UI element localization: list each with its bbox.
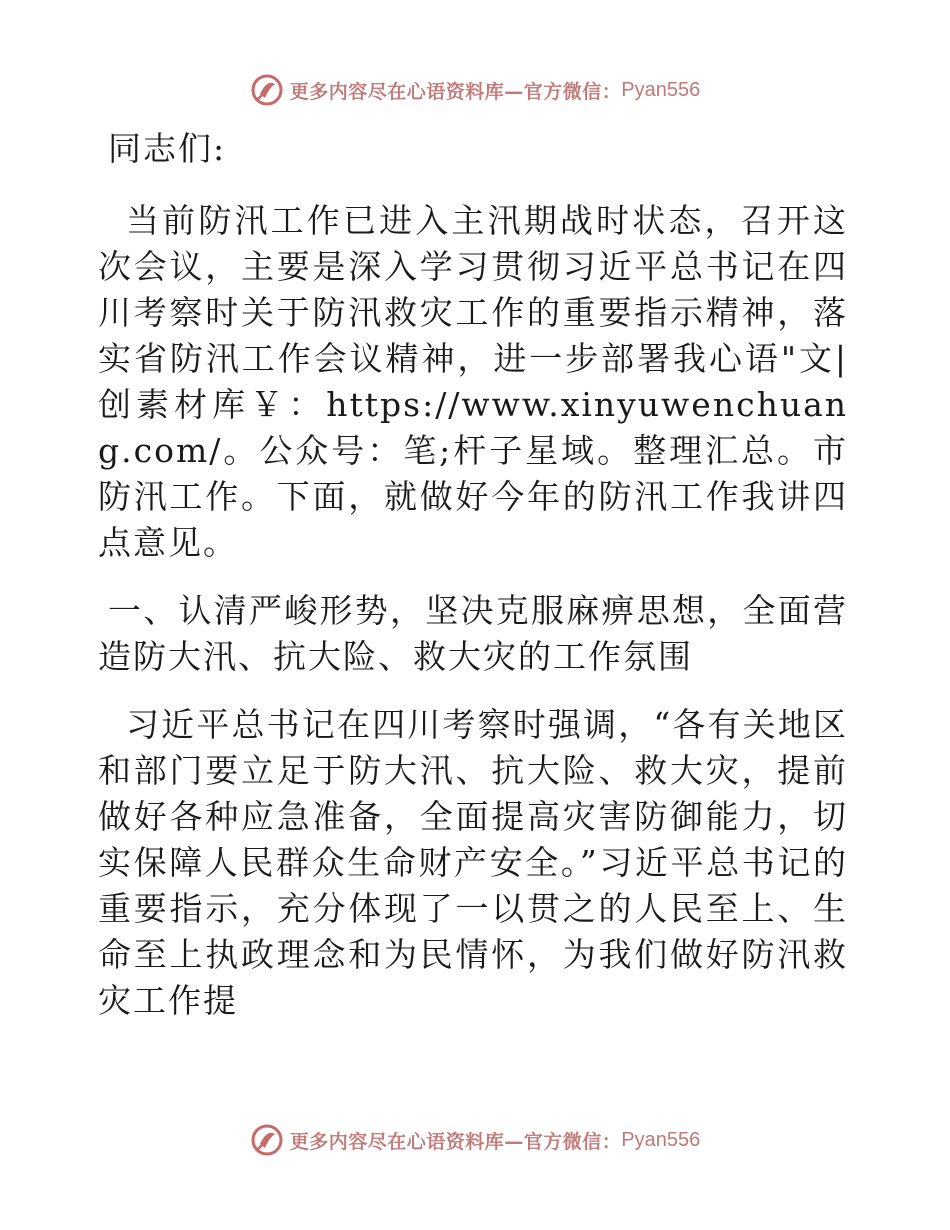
- paragraph: 当前防汛工作已进入主汛期战时状态，召开这次会议，主要是深入学习贯彻习近平总书记在四川考察时关于防汛救灾工作的重要指示精神，落实省防汛工作会议精神，进一步部署我心语"文|创素材库￥：https://www.xinyuwenchuang.com/。公众号：笔;杆子星域。整理汇总。市防汛工作。下面，就做好今年的防汛工作我讲四点意见。: [98, 201, 848, 562]
- document-body: [98, 120, 848, 1024]
- watermark-text: 更多内容尽在心语资料库—官方微信：: [289, 1130, 622, 1153]
- section-heading: 一、认清严峻形势，坚决克服麻痹思想，全面营造防大汛、抗大险、救大灾的工作氛围: [98, 591, 848, 676]
- watermark-wechat-id: Pyan556: [621, 78, 701, 101]
- watermark-wechat-id: Pyan556: [621, 1128, 701, 1151]
- paragraph: 习近平总书记在四川考察时强调，“各有关地区和部门要立足于防大汛、抗大险、救大灾，提前做好各种应急准备，全面提高灾害防御能力，切实保障人民群众生命财产安全。”习近平总书记的重要指示，充分体现了一以贯之的人民至上、生命至上执政理念和为民情怀，为我们做好防汛救灾工作提: [98, 705, 848, 1020]
- watermark-banner-bottom: [0, 1118, 950, 1162]
- logo-icon: [250, 73, 284, 107]
- salutation: 同志们:: [108, 129, 227, 168]
- logo-icon: [250, 1123, 284, 1157]
- watermark-text: 更多内容尽在心语资料库—官方微信：: [289, 80, 622, 103]
- watermark-banner-top: [0, 68, 950, 112]
